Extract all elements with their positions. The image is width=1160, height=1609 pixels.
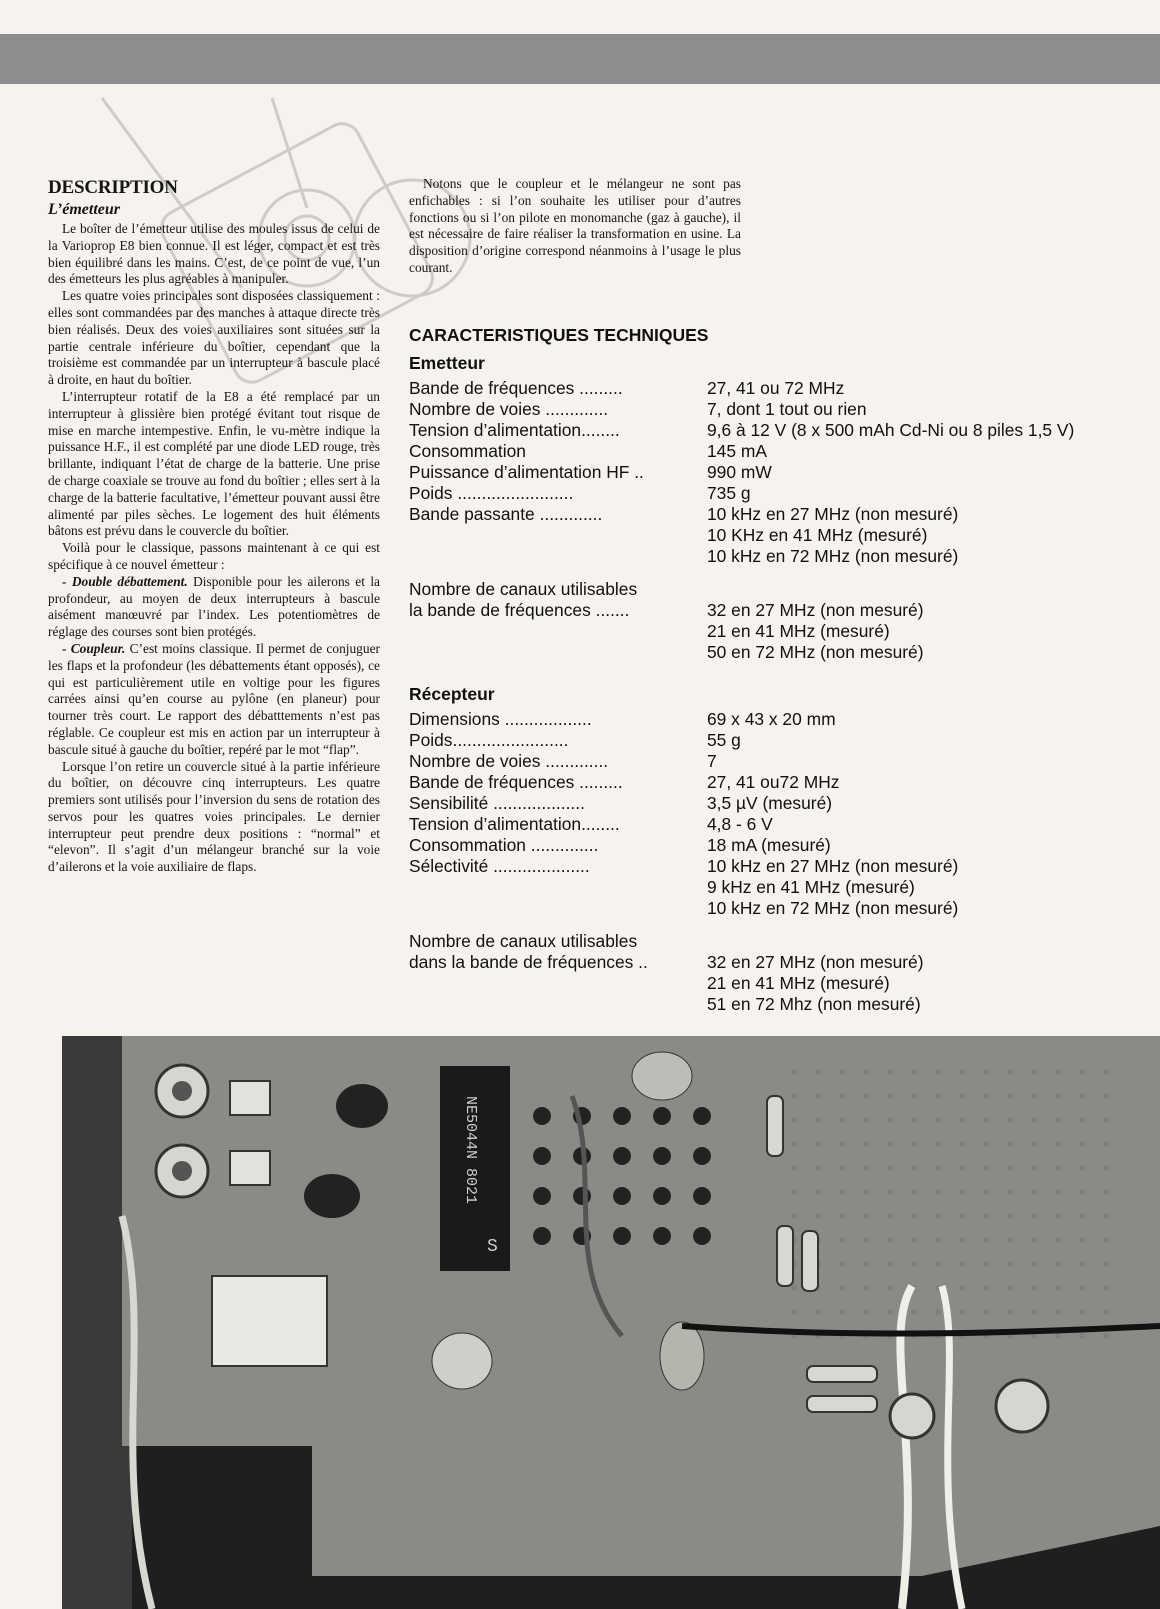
top-gray-band	[0, 34, 1160, 84]
paragraph-notons: Notons que le coupleur et le mélangeur ne sont pas enfichables : si l’on souhaite les utiliser pour d’autres fonctions ou si l’on pilote en monomanche (gaz à gauche), il est nécessaire de faire réaliser la transformation en usine. La disposition d’origine correspond néanmoins à l’usage le plus courant.	[409, 176, 741, 275]
spec-label: Sensibilité ...................	[409, 793, 585, 813]
feature-text-double: Disponible pour les ailerons et la profondeur, au moyen de deux interrupteurs à bascule aisément manœuvré par l’index. Les potentiomètres de réglage des courses sont bien protégés.	[48, 573, 380, 640]
paragraph-interrupteur: L’interrupteur rotatif de la E8 a été remplacé par un interrupteur à glissière bien protégé évitant tout risque de mise en marche intempestive. Enfin, le vu-mètre indique la puissance H.F., il est complété par une diode LED rouge, très brillante, indiquant l’état de charge de la batterie. Une prise de charge coaxiale se trouve au fond du boîtier ; elles sert à la charge de la batterie facultative, l’émetteur pouvant aussi être alimenté par piles sèches. Le logement des huit éléments bâtons est prévu dans le couvercle du boîtier.	[48, 388, 380, 539]
spec-label: Dimensions ..................	[409, 709, 592, 729]
spec-value: 7	[707, 751, 717, 771]
spec-label: Puissance d’alimentation HF ..	[409, 462, 644, 482]
feature-title-coupleur: - Coupleur.	[62, 640, 126, 656]
spec-value: 10 KHz en 41 MHz (mesuré)	[707, 525, 928, 545]
spec-value: 10 kHz en 72 MHz (non mesuré)	[707, 898, 959, 918]
spec-value: 50 en 72 MHz (non mesuré)	[707, 642, 924, 662]
feature-title-double: - Double débattement.	[62, 573, 188, 589]
description-heading: DESCRIPTION	[48, 177, 178, 198]
spec-row	[409, 931, 1149, 952]
circuit-board-photo	[62, 1036, 1160, 1609]
spec-label: Consommation	[409, 441, 526, 461]
spec-row	[409, 579, 1149, 600]
spec-value: 3,5 µV (mesuré)	[707, 793, 833, 813]
spec-label: Nombre de voies .............	[409, 751, 609, 771]
spec-value: 145 mA	[707, 441, 767, 461]
spec-label: Bande passante .............	[409, 504, 603, 524]
spec-row	[409, 378, 1149, 399]
spec-label: Bande de fréquences .........	[409, 378, 623, 398]
spec-value: 21 en 41 MHz (mesuré)	[707, 621, 890, 641]
paragraph-double-debattement	[48, 574, 380, 641]
spec-value: 990 mW	[707, 462, 772, 482]
spec-label: Nombre de voies .............	[409, 399, 609, 419]
emetteur-title: Emetteur	[409, 353, 485, 373]
chip-label-2: S	[487, 1237, 498, 1257]
paragraph-couvercle: Lorsque l’on retire un couvercle situé à la partie inférieure du boîtier, on découvre cinq interrupteurs. Les quatre premiers sont utilisés pour l’inversion du sens de rotation des servos pour les quatres voies principales. Le dernier interrupteur peut prendre deux positions : “normal” et “elevon”. Il s’agit d’un mélangeur branché sur la voie d’ailerons et la voie auxiliaire de flaps.	[48, 758, 380, 875]
spec-row	[409, 856, 1149, 919]
emetteur-subheading: L’émetteur	[48, 201, 120, 218]
spec-row	[409, 441, 1149, 462]
feature-text-coupleur: C’est moins classique. Il permet de conjuguer les flaps et la profondeur (les débattements étant opposés), ce qui est particulièrement utile en voltige pour les figures carrées ainsi qu’en course au pylône (en planeur) pour tourner très court. Le rapport des débatttements n’est pas réglable. Ce coupleur est mis en action par un interrupteur à bascule situé à gauche du boîtier, repéré par le mot “flap”.	[48, 640, 380, 757]
spec-row	[409, 730, 1149, 751]
spec-value: 21 en 41 MHz (mesuré)	[707, 973, 890, 993]
paragraph-classique: Voilà pour le classique, passons maintenant à ce qui est spécifique à ce nouvel émetteur :	[48, 540, 380, 572]
spec-row	[409, 420, 1149, 441]
spec-label: Tension d’alimentation........	[409, 814, 620, 834]
spec-value: 32 en 27 MHz (non mesuré)	[707, 600, 924, 620]
paragraph-boitier: Le boîter de l’émetteur utilise des moules issus de celui de la Varioprop E8 bien connue. Il est léger, compact et est très bien équilibré dans les mains. C’est, de ce point de vue, l’un des émetteurs les plus agréables à manipuler.	[48, 221, 380, 287]
paragraph-voies: Les quatre voies principales sont disposées classiquement : elles sont commandées par des manches à attaque directe très bien réalisés. Deux des voies auxiliaires sont situées sur la partie centrale inférieure du boîtier, cependant que la troisième est commandée par un interrupteur à bascule placé à droite, en haut du boîtier.	[48, 288, 380, 388]
spec-value: 7, dont 1 tout ou rien	[707, 399, 867, 419]
spec-row	[409, 835, 1149, 856]
spec-label: la bande de fréquences .......	[409, 600, 630, 620]
spec-value: 10 kHz en 27 MHz (non mesuré)	[707, 856, 959, 876]
spec-label: Nombre de canaux utilisables	[409, 931, 638, 951]
spec-value: 18 mA (mesuré)	[707, 835, 831, 855]
spec-row	[409, 600, 1149, 663]
spec-value: 32 en 27 MHz (non mesuré)	[707, 952, 924, 972]
chip-label: NE5044N 8021	[462, 1096, 479, 1205]
spec-value: 9,6 à 12 V (8 x 500 mAh Cd-Ni ou 8 piles 1,5 V)	[707, 420, 1075, 440]
spec-row	[409, 952, 1149, 1015]
spec-row	[409, 814, 1149, 835]
spec-value: 69 x 43 x 20 mm	[707, 709, 836, 729]
spec-row	[409, 793, 1149, 814]
spec-value: 51 en 72 Mhz (non mesuré)	[707, 994, 921, 1014]
spec-row	[409, 399, 1149, 420]
spec-label: dans la bande de fréquences ..	[409, 952, 648, 972]
spec-label: Poids ........................	[409, 483, 574, 503]
spec-value: 735 g	[707, 483, 751, 503]
spec-value: 10 kHz en 72 MHz (non mesuré)	[707, 546, 959, 566]
left-column	[48, 176, 380, 876]
spec-row	[409, 504, 1149, 567]
spec-value: 4,8 - 6 V	[707, 814, 773, 834]
paragraph-coupleur	[48, 641, 380, 759]
spec-section	[409, 324, 1149, 1015]
specs-title: CARACTERISTIQUES TECHNIQUES	[409, 325, 709, 345]
recepteur-title: Récepteur	[409, 684, 495, 704]
spec-row	[409, 483, 1149, 504]
spec-value: 27, 41 ou72 MHz	[707, 772, 840, 792]
spec-label: Bande de fréquences .........	[409, 772, 623, 792]
spec-value: 10 kHz en 27 MHz (non mesuré)	[707, 504, 959, 524]
spec-label: Tension d’alimentation........	[409, 420, 620, 440]
spec-row	[409, 772, 1149, 793]
spec-value: 27, 41 ou 72 MHz	[707, 378, 845, 398]
spec-label: Sélectivité ....................	[409, 856, 590, 876]
spec-label: Poids........................	[409, 730, 569, 750]
spec-row	[409, 709, 1149, 730]
spec-label: Nombre de canaux utilisables	[409, 579, 638, 599]
spec-value: 9 kHz en 41 MHz (mesuré)	[707, 877, 915, 897]
circuit-board-illustration	[62, 1036, 1160, 1609]
spec-row	[409, 462, 1149, 483]
spec-label: Consommation ..............	[409, 835, 599, 855]
spec-row	[409, 751, 1149, 772]
spec-value: 55 g	[707, 730, 741, 750]
middle-column-text	[409, 176, 741, 277]
